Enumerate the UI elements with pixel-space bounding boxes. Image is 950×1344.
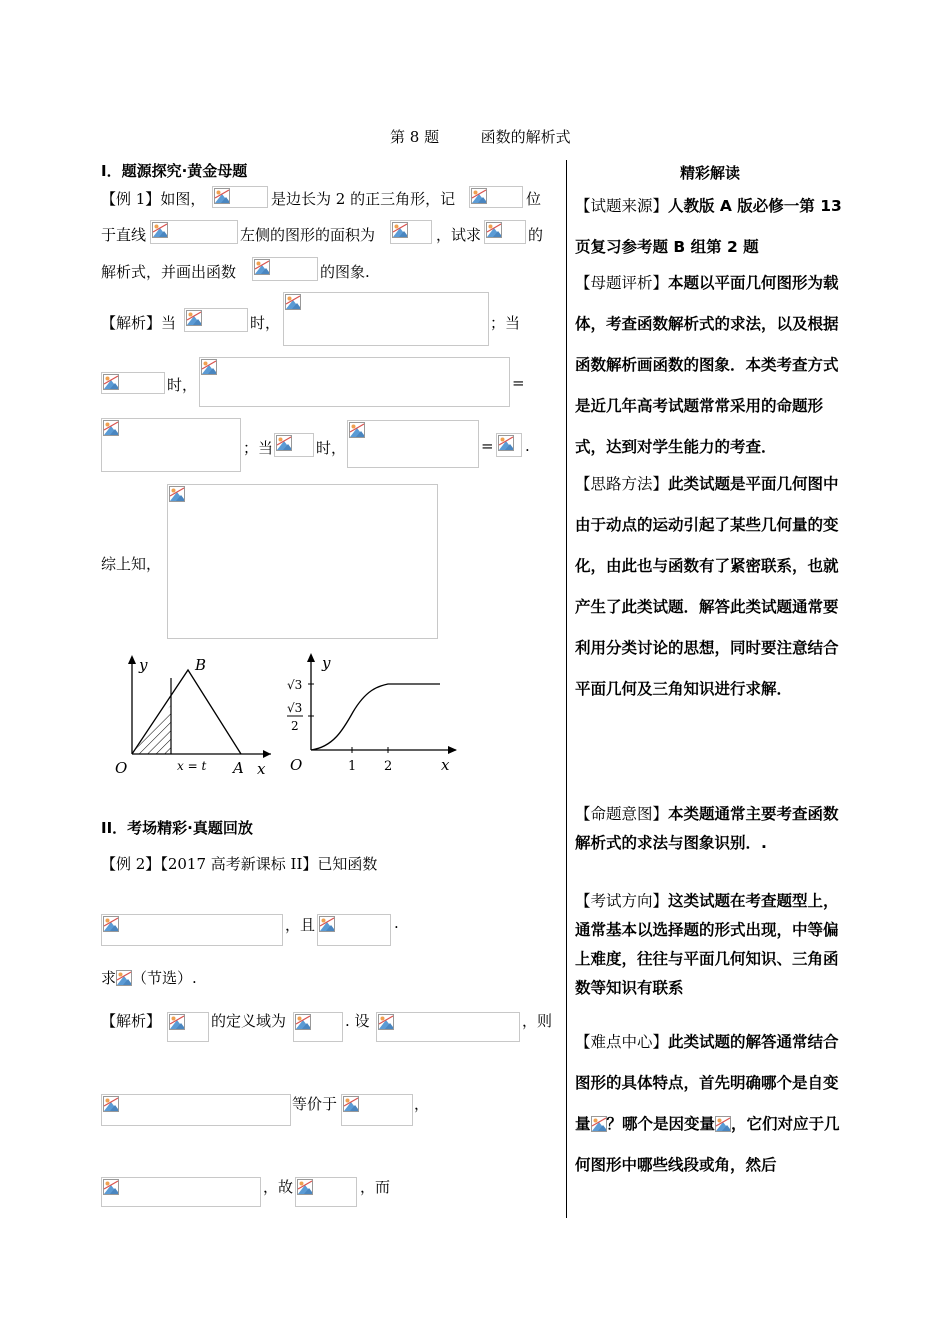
formula-image bbox=[184, 308, 248, 332]
right-analysis: 【母题评析】本题以平面几何图形为载体，考查函数解析式的求法，以及根据函数解析画函数的图象．本类考查方式是近几年高考试题常常采用的命题形式，达到对学生能力的考查． bbox=[575, 274, 839, 456]
formula-image bbox=[101, 372, 165, 394]
formula-image bbox=[591, 1116, 607, 1132]
formula-image bbox=[317, 914, 391, 946]
sol2-text: ，而 bbox=[360, 1178, 391, 1196]
formula-image bbox=[484, 220, 526, 244]
formula-image bbox=[167, 484, 438, 639]
ex2-ask: 求 （节选）. bbox=[101, 969, 197, 987]
formula-image bbox=[101, 1177, 261, 1207]
formula-image bbox=[715, 1116, 731, 1132]
tick-label-half-num: √3 bbox=[287, 701, 303, 715]
right-difficulty: 【难点中心】此类试题的解答通常结合图形的具体特点，首先明确哪个是自变量 ？哪个是因变量 ，它们对应于几何图形中哪些线段或角，然后 bbox=[575, 1033, 840, 1174]
area-function-graph bbox=[278, 650, 468, 778]
ex1-text: ，试求 bbox=[436, 226, 482, 244]
axis-label-x: x bbox=[441, 756, 450, 774]
point-label-a: A bbox=[233, 759, 244, 777]
triangle-figure bbox=[105, 652, 275, 780]
column-divider bbox=[566, 160, 567, 1218]
sol1-text: 时， bbox=[250, 314, 281, 332]
tick-label-2: 2 bbox=[384, 759, 393, 774]
tick-label-half-den: 2 bbox=[291, 719, 299, 733]
formula-image bbox=[347, 420, 479, 468]
axis-label-y: y bbox=[139, 656, 148, 674]
sol1-text: = bbox=[512, 374, 525, 392]
formula-image bbox=[390, 220, 432, 244]
ex1-text: 位 bbox=[526, 190, 542, 208]
ex1-text: 的图象. bbox=[320, 263, 370, 281]
origin-label: O bbox=[290, 756, 303, 774]
formula-image bbox=[295, 1177, 357, 1207]
axis-label-x: x bbox=[257, 760, 266, 778]
sol2-text: ，故 bbox=[263, 1178, 294, 1196]
sol1-text: . bbox=[525, 437, 530, 455]
origin-label: O bbox=[115, 759, 128, 777]
formula-image bbox=[274, 433, 314, 457]
formula-image bbox=[496, 433, 522, 457]
page-title bbox=[390, 126, 571, 147]
formula-image bbox=[199, 357, 510, 407]
sol1-text: = bbox=[481, 437, 494, 455]
formula-image bbox=[469, 186, 523, 208]
formula-image bbox=[101, 914, 283, 946]
ex2-text: ，且 bbox=[285, 916, 316, 934]
ex1-text: 左侧的图形的面积为 bbox=[240, 226, 376, 244]
right-heading: 精彩解读 bbox=[680, 164, 741, 182]
formula-image bbox=[167, 1012, 209, 1042]
right-method: 【思路方法】此类试题是平面几何图中由于动点的运动引起了某些几何量的变化，由此也与函数有了紧密联系，也就产生了此类试题．解答此类试题通常要利用分类讨论的思想，同时要注意结合平面几何及三角知识进行求解． bbox=[575, 475, 839, 698]
sol2-text: 等价于 bbox=[292, 1095, 338, 1113]
formula-image bbox=[293, 1012, 343, 1042]
ex2-text: . bbox=[394, 914, 399, 932]
ex1-text: 解析式，并画出函数 bbox=[101, 263, 237, 281]
section2-heading: II．考场精彩·真题回放 bbox=[101, 819, 253, 837]
sol1-summary: 综上知， bbox=[101, 555, 162, 573]
sol2-tag: 【解析】 bbox=[101, 1012, 162, 1030]
formula-image bbox=[150, 220, 238, 244]
formula-image bbox=[252, 257, 318, 281]
sol1-tag: 【解析】当 bbox=[101, 314, 177, 332]
formula-image bbox=[283, 292, 489, 346]
tick-label-1: 1 bbox=[348, 759, 357, 774]
section1-heading: I．题源探究·黄金母题 bbox=[101, 162, 248, 180]
ex1-text: 是边长为 2 的正三角形，记 bbox=[271, 190, 456, 208]
sol2-text: ， bbox=[414, 1095, 430, 1113]
ex1-text: 于直线 bbox=[101, 226, 147, 244]
line-label-xt: x = t bbox=[177, 759, 207, 773]
ex1-tag: 【例 1】如图， bbox=[101, 190, 206, 208]
right-source: 【试题来源】人教版 A 版必修一第 13 页复习参考题 B 组第 2 题 bbox=[575, 197, 842, 256]
sol1-text: ；当 bbox=[243, 439, 274, 457]
formula-image bbox=[212, 186, 268, 208]
tick-label-sqrt3: √3 bbox=[287, 678, 303, 692]
point-label-b: B bbox=[195, 656, 207, 674]
title-number: 第 8 题 bbox=[390, 128, 440, 146]
ex2-tag: 【例 2】【2017 高考新课标 II】已知函数 bbox=[101, 855, 378, 873]
sol2-text: . 设 bbox=[345, 1012, 370, 1030]
sol2-text: ，则 bbox=[522, 1012, 553, 1030]
sol1-text: 时， bbox=[316, 439, 347, 457]
right-direction: 【考试方向】这类试题在考查题型上，通常基本以选择题的形式出现，中等偏上难度，往往与平面几何知识、三角函数等知识有联系 bbox=[575, 892, 839, 997]
formula-image bbox=[101, 1094, 291, 1126]
formula-image bbox=[341, 1094, 413, 1126]
title-name: 函数的解析式 bbox=[480, 128, 571, 146]
sol1-text: ；当 bbox=[490, 314, 521, 332]
axis-label-y: y bbox=[322, 654, 331, 672]
sol1-text: 时， bbox=[167, 376, 198, 394]
ex1-text: 的 bbox=[528, 226, 544, 244]
formula-image bbox=[376, 1012, 520, 1042]
sol2-text: 的定义域为 bbox=[211, 1012, 287, 1030]
formula-image bbox=[101, 418, 241, 472]
formula-image bbox=[116, 970, 132, 986]
right-intent: 【命题意图】本类题通常主要考查函数解析式的求法与图象识别．. bbox=[575, 805, 839, 852]
